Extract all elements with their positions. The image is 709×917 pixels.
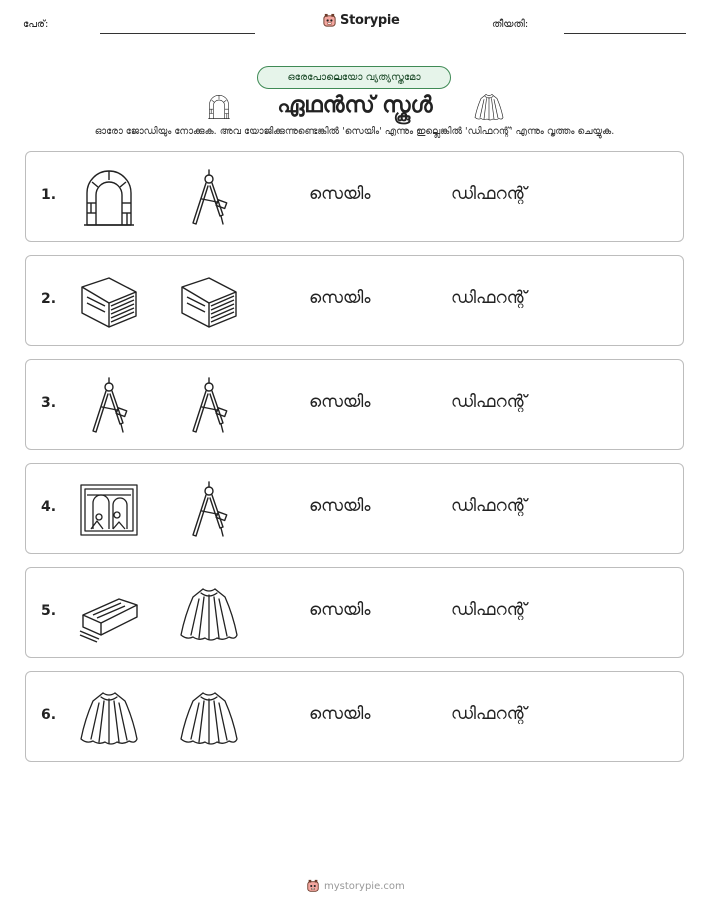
stone-tablet-icon xyxy=(79,585,139,643)
question-number: 5. xyxy=(41,603,57,619)
arch-window-icon xyxy=(79,169,139,227)
fresco-painting-icon xyxy=(79,481,139,539)
title-row xyxy=(0,90,709,124)
cloak-icon xyxy=(79,689,139,747)
compass-icon xyxy=(179,481,239,539)
mascot-icon xyxy=(322,13,337,28)
same-option[interactable]: സെയിം xyxy=(309,496,371,516)
question-row xyxy=(25,255,684,346)
compass-icon xyxy=(179,377,239,435)
compass-icon xyxy=(179,169,239,227)
different-option[interactable]: ഡിഫറന്റ് xyxy=(451,704,527,724)
different-option[interactable]: ഡിഫറന്റ് xyxy=(451,496,527,516)
question-number: 6. xyxy=(41,707,57,723)
name-write-line xyxy=(100,33,255,34)
arch-window-icon xyxy=(206,93,232,121)
subtitle-badge: ഒരേപോലെയോ വ്യത്യസ്തമോ xyxy=(257,66,451,89)
different-option[interactable]: ഡിഫറന്റ് xyxy=(451,184,527,204)
same-option[interactable]: സെയിം xyxy=(309,392,371,412)
footer xyxy=(306,879,405,893)
cloak-icon xyxy=(179,585,239,643)
compass-icon xyxy=(79,377,139,435)
date-label: തീയതി: xyxy=(492,19,529,30)
question-number: 4. xyxy=(41,499,57,515)
page-title: ഏഥൻസ് സ്കൂൾ xyxy=(277,93,433,118)
same-option[interactable]: സെയിം xyxy=(309,704,371,724)
different-option[interactable]: ഡിഫറന്റ് xyxy=(451,392,527,412)
different-option[interactable]: ഡിഫറന്റ് xyxy=(451,288,527,308)
cloak-icon xyxy=(474,92,504,122)
brand-name: Storypie xyxy=(340,13,400,28)
same-option[interactable]: സെയിം xyxy=(309,600,371,620)
instructions: ഓരോ ജോഡിയും നോക്കുക. അവ യോജിക്കുന്നുണ്ടെങ്കിൽ 'സെയിം' എന്നും ഇല്ലെങ്കിൽ 'ഡിഫറന്റ്' എന്നും വൃത്തം ചെയ്യുക. xyxy=(94,126,615,137)
same-option[interactable]: സെയിം xyxy=(309,184,371,204)
book-icon xyxy=(179,273,239,331)
brand-logo xyxy=(322,13,400,28)
mascot-icon xyxy=(306,879,320,893)
question-row xyxy=(25,671,684,762)
book-icon xyxy=(79,273,139,331)
question-number: 2. xyxy=(41,291,57,307)
question-number: 3. xyxy=(41,395,57,411)
footer-url: mystorypie.com xyxy=(324,880,405,892)
different-option[interactable]: ഡിഫറന്റ് xyxy=(451,600,527,620)
cloak-icon xyxy=(179,689,239,747)
date-write-line xyxy=(564,33,686,34)
question-row xyxy=(25,463,684,554)
question-row xyxy=(25,151,684,242)
name-label: പേര്: xyxy=(23,19,49,30)
question-number: 1. xyxy=(41,187,57,203)
question-row xyxy=(25,567,684,658)
worksheet-header xyxy=(0,0,709,50)
same-option[interactable]: സെയിം xyxy=(309,288,371,308)
question-row xyxy=(25,359,684,450)
